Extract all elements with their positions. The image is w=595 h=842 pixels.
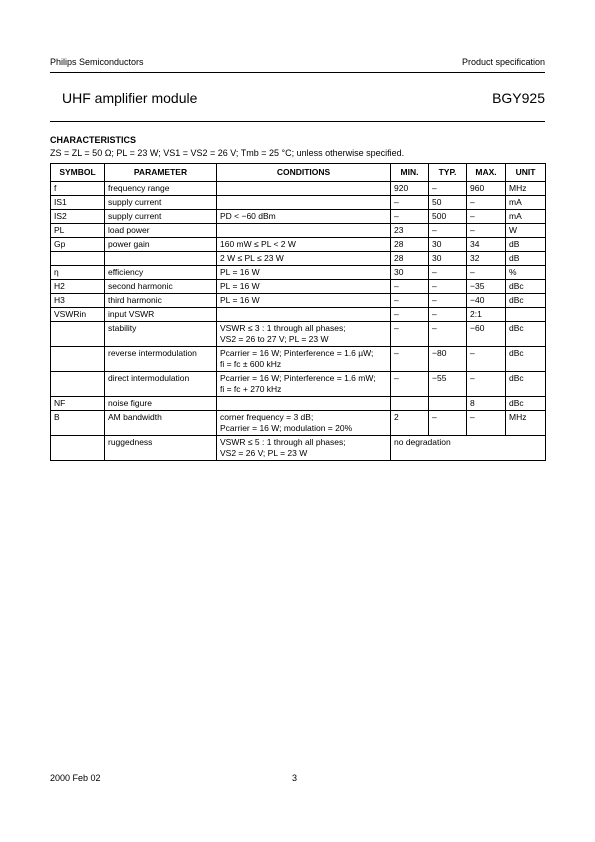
- header-parameter: PARAMETER: [105, 164, 217, 182]
- cell-typ: −55: [429, 372, 467, 397]
- cell-typ: 50: [429, 196, 467, 210]
- cell-conditions: [217, 280, 391, 294]
- part-number: BGY925: [492, 90, 545, 106]
- cell-symbol: B: [51, 411, 105, 436]
- header-max: MAX.: [467, 164, 506, 182]
- cell-parameter: AM bandwidth: [105, 411, 217, 436]
- table-row: [51, 280, 546, 294]
- condition-line: VS2 = 26 V; PL = 23 W: [220, 448, 308, 458]
- cell-min: 2: [391, 411, 429, 436]
- cell-max: –: [467, 224, 506, 238]
- cell-min: 920: [391, 182, 429, 196]
- cell-min: –: [391, 372, 429, 397]
- condition-line: PL = 16 W: [220, 281, 260, 291]
- cell-unit: dBc: [506, 294, 546, 308]
- cell-symbol: NF: [51, 397, 105, 411]
- cell-parameter: load power: [105, 224, 217, 238]
- cell-conditions: [217, 224, 391, 238]
- section-title: CHARACTERISTICS: [50, 135, 137, 145]
- cell-conditions: [217, 347, 391, 372]
- table-row: [51, 182, 546, 196]
- cell-symbol: [51, 347, 105, 372]
- table-row: [51, 238, 546, 252]
- cell-min: –: [391, 210, 429, 224]
- cell-conditions: [217, 252, 391, 266]
- cell-symbol: IS1: [51, 196, 105, 210]
- condition-line: Pcarrier = 16 W; modulation = 20%: [220, 423, 353, 433]
- table-row: [51, 436, 546, 461]
- cell-max: 2:1: [467, 308, 506, 322]
- cell-max: –: [467, 196, 506, 210]
- cell-parameter: supply current: [105, 196, 217, 210]
- condition-line: VSWR ≤ 3 : 1 through all phases;: [220, 323, 346, 333]
- characteristics-table: [50, 163, 546, 461]
- cell-max: –: [467, 266, 506, 280]
- cell-max: 8: [467, 397, 506, 411]
- cell-min: –: [391, 308, 429, 322]
- cell-min: 23: [391, 224, 429, 238]
- cell-parameter: power gain: [105, 238, 217, 252]
- header-divider: [50, 72, 545, 73]
- cell-min: –: [391, 280, 429, 294]
- table-row: [51, 196, 546, 210]
- cell-conditions: [217, 210, 391, 224]
- cell-parameter: third harmonic: [105, 294, 217, 308]
- table-row: [51, 411, 546, 436]
- cell-typ: –: [429, 308, 467, 322]
- cell-unit: dB: [506, 252, 546, 266]
- cell-symbol: [51, 322, 105, 347]
- table-row: [51, 397, 546, 411]
- cell-conditions: [217, 238, 391, 252]
- condition-line: VS2 = 26 to 27 V; PL = 23 W: [220, 334, 329, 344]
- table-row: [51, 294, 546, 308]
- table-row: [51, 347, 546, 372]
- cell-unit: MHz: [506, 182, 546, 196]
- condition-line: fi = fc + 270 kHz: [220, 384, 282, 394]
- condition-line: 160 mW ≤ PL < 2 W: [220, 239, 296, 249]
- cell-parameter: direct intermodulation: [105, 372, 217, 397]
- condition-line: corner frequency = 3 dB;: [220, 412, 314, 422]
- cell-unit: mA: [506, 210, 546, 224]
- cell-symbol: f: [51, 182, 105, 196]
- cell-max: –: [467, 372, 506, 397]
- cell-max: 32: [467, 252, 506, 266]
- cell-parameter: stability: [105, 322, 217, 347]
- cell-conditions: [217, 294, 391, 308]
- header-symbol: SYMBOL: [51, 164, 105, 182]
- cell-parameter: frequency range: [105, 182, 217, 196]
- cell-symbol: [51, 252, 105, 266]
- cell-unit: %: [506, 266, 546, 280]
- table-row: [51, 210, 546, 224]
- cell-max: –: [467, 411, 506, 436]
- cell-unit: [506, 308, 546, 322]
- cell-conditions: [217, 308, 391, 322]
- condition-line: fi = fc ± 600 kHz: [220, 359, 282, 369]
- condition-line: PL = 16 W: [220, 295, 260, 305]
- table-row: [51, 266, 546, 280]
- cell-min: 30: [391, 266, 429, 280]
- document-type: Product specification: [461, 57, 545, 67]
- cell-conditions: [217, 322, 391, 347]
- cell-symbol: [51, 436, 105, 461]
- cell-unit: mA: [506, 196, 546, 210]
- condition-line: PD < −60 dBm: [220, 211, 276, 221]
- company-name: Philips Semiconductors: [50, 57, 144, 67]
- cell-conditions: [217, 196, 391, 210]
- cell-typ: –: [429, 280, 467, 294]
- cell-parameter: efficiency: [105, 266, 217, 280]
- cell-typ: –: [429, 294, 467, 308]
- cell-typ: 30: [429, 252, 467, 266]
- cell-max: 34: [467, 238, 506, 252]
- condition-line: Pcarrier = 16 W; Pinterference = 1.6 mW;: [220, 373, 376, 383]
- document-title: UHF amplifier module: [62, 90, 198, 106]
- cell-min: –: [391, 322, 429, 347]
- header-unit: UNIT: [506, 164, 546, 182]
- cell-parameter: reverse intermodulation: [105, 347, 217, 372]
- cell-unit: W: [506, 224, 546, 238]
- cell-typ: 30: [429, 238, 467, 252]
- cell-max: 960: [467, 182, 506, 196]
- cell-parameter: supply current: [105, 210, 217, 224]
- cell-max: −60: [467, 322, 506, 347]
- cell-min: –: [391, 196, 429, 210]
- cell-min: 28: [391, 252, 429, 266]
- cell-symbol: IS2: [51, 210, 105, 224]
- cell-unit: dBc: [506, 372, 546, 397]
- cell-parameter: ruggedness: [105, 436, 217, 461]
- table-row: [51, 308, 546, 322]
- cell-typ: −80: [429, 347, 467, 372]
- header-min: MIN.: [391, 164, 429, 182]
- cell-unit: dBc: [506, 322, 546, 347]
- condition-line: 2 W ≤ PL ≤ 23 W: [220, 253, 284, 263]
- cell-typ: 500: [429, 210, 467, 224]
- cell-unit: dB: [506, 238, 546, 252]
- page-number: 3: [292, 773, 298, 783]
- cell-conditions: [217, 397, 391, 411]
- cell-min: –: [391, 347, 429, 372]
- cell-unit: dBc: [506, 280, 546, 294]
- cell-typ: –: [429, 182, 467, 196]
- cell-typ: [429, 397, 467, 411]
- table-row: [51, 224, 546, 238]
- cell-symbol: Gp: [51, 238, 105, 252]
- cell-max: –: [467, 210, 506, 224]
- cell-min: 28: [391, 238, 429, 252]
- cell-symbol: η: [51, 266, 105, 280]
- condition-line: VSWR ≤ 5 : 1 through all phases;: [220, 437, 346, 447]
- cell-conditions: [217, 182, 391, 196]
- cell-symbol: H2: [51, 280, 105, 294]
- cell-max: −40: [467, 294, 506, 308]
- condition-line: Pcarrier = 16 W; Pinterference = 1.6 µW;: [220, 348, 374, 358]
- cell-typ: –: [429, 322, 467, 347]
- footer-date: 2000 Feb 02: [50, 773, 101, 783]
- cell-symbol: PL: [51, 224, 105, 238]
- cell-symbol: VSWRin: [51, 308, 105, 322]
- cell-unit: dBc: [506, 397, 546, 411]
- cell-min: [391, 397, 429, 411]
- header-typ: TYP.: [429, 164, 467, 182]
- table-row: [51, 252, 546, 266]
- cell-unit: MHz: [506, 411, 546, 436]
- cell-parameter: input VSWR: [105, 308, 217, 322]
- cell-max: –: [467, 347, 506, 372]
- cell-typ: –: [429, 266, 467, 280]
- cell-typ: –: [429, 411, 467, 436]
- table-row: [51, 322, 546, 347]
- cell-parameter: [105, 252, 217, 266]
- header-conditions: CONDITIONS: [217, 164, 391, 182]
- cell-symbol: [51, 372, 105, 397]
- cell-symbol: H3: [51, 294, 105, 308]
- cell-conditions: [217, 372, 391, 397]
- cell-unit: dBc: [506, 347, 546, 372]
- cell-parameter: noise figure: [105, 397, 217, 411]
- table-row: [51, 372, 546, 397]
- cell-typ: –: [429, 224, 467, 238]
- cell-conditions: [217, 411, 391, 436]
- section-conditions: ZS = ZL = 50 Ω; PL = 23 W; VS1 = VS2 = 26 V; Tmb = 25 °C; unless otherwise specified.: [50, 148, 405, 158]
- title-divider: [50, 121, 545, 122]
- cell-min: –: [391, 294, 429, 308]
- condition-line: PL = 16 W: [220, 267, 260, 277]
- cell-parameter: second harmonic: [105, 280, 217, 294]
- cell-merged-result: no degradation: [391, 436, 546, 461]
- cell-conditions: [217, 266, 391, 280]
- cell-conditions: [217, 436, 391, 461]
- cell-max: −35: [467, 280, 506, 294]
- table-header-row: [51, 164, 546, 182]
